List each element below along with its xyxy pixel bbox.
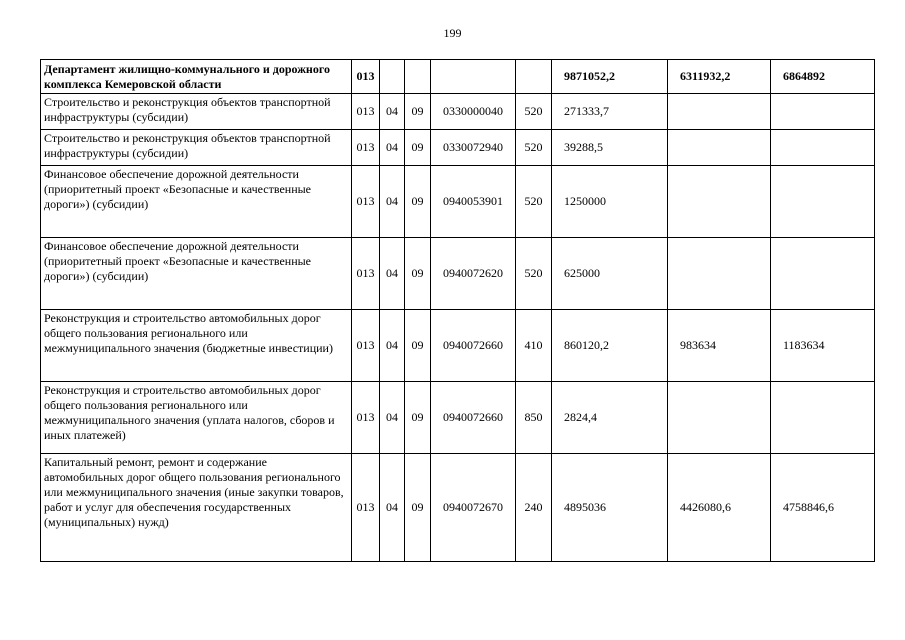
table-row (41, 310, 875, 382)
ved-code: 013 (352, 238, 380, 310)
department-name: Департамент жилищно-коммунального и дорожного комплекса Кемеровской области (41, 60, 352, 94)
sum-year-2: 4426080,6 (668, 454, 771, 562)
pr-code: 09 (405, 94, 431, 130)
rz-code: 04 (380, 94, 405, 130)
csr-code: 0330000040 (431, 94, 516, 130)
sum-year-3: 1183634 (771, 310, 875, 382)
ved-code: 013 (352, 382, 380, 454)
item-name: Строительство и реконструкция объектов транспортной инфраструктуры (субсидии) (41, 94, 352, 130)
vr-code (516, 60, 552, 94)
item-name: Финансовое обеспечение дорожной деятельности (приоритетный проект «Безопасные и качественные дороги») (субсидии) (41, 166, 352, 238)
rz-code: 04 (380, 238, 405, 310)
pr-code: 09 (405, 382, 431, 454)
sum-year-2 (668, 382, 771, 454)
table-row (41, 382, 875, 454)
rz-code: 04 (380, 310, 405, 382)
ved-code: 013 (352, 94, 380, 130)
vr-code: 520 (516, 130, 552, 166)
vr-code: 240 (516, 454, 552, 562)
sum-year-1: 271333,7 (552, 94, 668, 130)
sum-year-3: 4758846,6 (771, 454, 875, 562)
sum-year-2 (668, 94, 771, 130)
sum-year-3: 6864892 (771, 60, 875, 94)
sum-year-3 (771, 130, 875, 166)
ved-code: 013 (352, 130, 380, 166)
vr-code: 520 (516, 94, 552, 130)
vr-code: 410 (516, 310, 552, 382)
pr-code: 09 (405, 130, 431, 166)
sum-year-3 (771, 166, 875, 238)
sum-year-2: 6311932,2 (668, 60, 771, 94)
department-header-row (41, 60, 875, 94)
pr-code: 09 (405, 166, 431, 238)
table-row (41, 454, 875, 562)
ved-code: 013 (352, 454, 380, 562)
csr-code: 0940072670 (431, 454, 516, 562)
table-row (41, 94, 875, 130)
csr-code: 0940072620 (431, 238, 516, 310)
ved-code: 013 (352, 60, 380, 94)
csr-code: 0940072660 (431, 382, 516, 454)
pr-code: 09 (405, 310, 431, 382)
sum-year-2 (668, 130, 771, 166)
sum-year-1: 39288,5 (552, 130, 668, 166)
sum-year-3 (771, 382, 875, 454)
sum-year-1: 9871052,2 (552, 60, 668, 94)
item-name: Капитальный ремонт, ремонт и содержание автомобильных дорог общего пользования регионального или межмуниципального значения (иные закупки товаров, работ и услуг для обеспечения государственных (муниципальных) нужд) (41, 454, 352, 562)
sum-year-2 (668, 238, 771, 310)
item-name: Строительство и реконструкция объектов транспортной инфраструктуры (субсидии) (41, 130, 352, 166)
sum-year-2: 983634 (668, 310, 771, 382)
item-name: Реконструкция и строительство автомобильных дорог общего пользования регионального или межмуниципального значения (бюджетные инвестиции) (41, 310, 352, 382)
pr-code: 09 (405, 454, 431, 562)
csr-code: 0940072660 (431, 310, 516, 382)
sum-year-1: 860120,2 (552, 310, 668, 382)
sum-year-1: 4895036 (552, 454, 668, 562)
vr-code: 520 (516, 238, 552, 310)
csr-code: 0940053901 (431, 166, 516, 238)
budget-table (40, 59, 875, 562)
page-number: 199 (443, 26, 462, 40)
rz-code: 04 (380, 382, 405, 454)
sum-year-3 (771, 238, 875, 310)
vr-code: 850 (516, 382, 552, 454)
table-row (41, 238, 875, 310)
table-row (41, 166, 875, 238)
vr-code: 520 (516, 166, 552, 238)
csr-code (431, 60, 516, 94)
sum-year-2 (668, 166, 771, 238)
pr-code (405, 60, 431, 94)
rz-code: 04 (380, 130, 405, 166)
item-name: Финансовое обеспечение дорожной деятельности (приоритетный проект «Безопасные и качественные дороги») (субсидии) (41, 238, 352, 310)
rz-code: 04 (380, 166, 405, 238)
rz-code (380, 60, 405, 94)
sum-year-1: 2824,4 (552, 382, 668, 454)
table-row (41, 130, 875, 166)
sum-year-1: 625000 (552, 238, 668, 310)
item-name: Реконструкция и строительство автомобильных дорог общего пользования регионального или межмуниципального значения (уплата налогов, сборов и иных платежей) (41, 382, 352, 454)
ved-code: 013 (352, 310, 380, 382)
rz-code: 04 (380, 454, 405, 562)
sum-year-3 (771, 94, 875, 130)
csr-code: 0330072940 (431, 130, 516, 166)
sum-year-1: 1250000 (552, 166, 668, 238)
pr-code: 09 (405, 238, 431, 310)
ved-code: 013 (352, 166, 380, 238)
